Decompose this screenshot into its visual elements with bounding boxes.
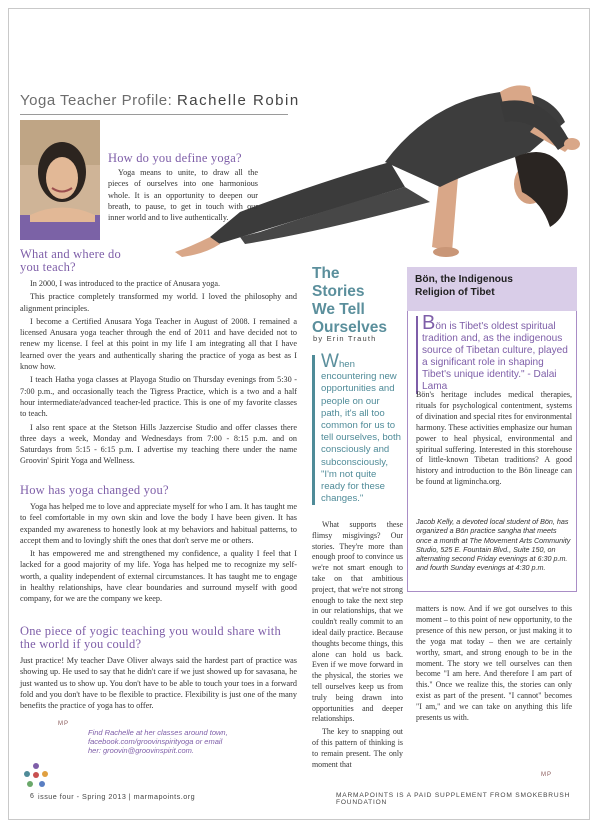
stories-paragraph: matters is now. And if we got ourselves to this moment – to this point of new opportunity, to the presence of this new person, or just making it to the yoga mat today – then we are certainly worthy, smart, and strong enough to be in the moment. The story we tell ourselves can then become "I am here. And therefore I am part of this." Once we realize this, the stories can only exist as part of the present. "I cannot" becomes "I am," and we can take on anything this life presents us with. <box>416 604 572 723</box>
stories-paragraph: The key to snapping out of this pattern of thinking is to remain present. The only moment that <box>312 727 403 769</box>
teacher-name: Rachelle Robin <box>176 92 300 109</box>
stories-column-2 <box>416 604 572 726</box>
changed-paragraph: Yoga has helped me to love and appreciate myself for who I am. It has taught me to feel comfortable in my own skin and love the body I have been given. It has expanded my awareness to honestly look at my behaviors and habitual patterns, to accept them and to lovingly shift the ones that don't serve me or others. <box>20 502 297 545</box>
stories-title-line: The <box>312 265 340 282</box>
bon-sangha-note: Jacob Kelly, a devoted local student of Bön, has organized a Bön practice sangha that meets once a month at The Movement Arts Community Studio, 525 E. Fountain Blvd., Suite 150, on alternating second Friday evenings at 6:30 p.m. and fourth Sunday evenings at 4:30 p.m. <box>416 517 571 573</box>
stories-title-line: Ourselves <box>312 319 387 336</box>
teaching-text <box>20 655 297 711</box>
find-line-1: Find Rachelle at her classes around town, <box>88 728 228 737</box>
title-rule <box>20 114 288 115</box>
define-yoga-paragraph: Yoga means to unite, to draw all the pieces of ourselves into one harmonious whole. It is an opportunity to deepen our breath, to pause, to get in touch with our inner world and to live authentically. <box>108 168 258 223</box>
what-where-paragraph: This practice completely transformed my world. I loved the philosophy and alignment principles. <box>20 292 297 313</box>
what-where-paragraph: I become a Certified Anusara Yoga Teacher in August of 2008. I remained a licensed Anusara yoga teacher through the end of 2011 and have decided not to renew my license. I feel at this point in my life I am integrating all that I have learned over the years and authentically sharing the practice of yoga as best as I know how. <box>20 316 297 372</box>
what-where-section <box>20 248 297 469</box>
define-yoga-section <box>108 152 288 225</box>
stories-title-line: Stories <box>312 283 365 300</box>
teacher-portrait <box>20 120 100 240</box>
changed-section <box>20 484 297 607</box>
footer-issue: issue four - Spring 2013 | marmapoints.org <box>38 792 196 801</box>
stories-paragraph: What supports these flimsy misgivings? Our stories. They're more than enough proof to convince us we're not smart enough to take on that ambitious project, that we're not strong enough to take the next step in our relationships, that we couldn't really commit to an ideal daily practice. Because thoughts become things, this alone can hold us back. Even if we move forward in the physical, the stories we tell ourselves keep us from truly being drawn into opportunities and deeper relationships. <box>312 520 403 724</box>
bon-heading <box>407 267 577 311</box>
stories-column-1 <box>312 520 403 772</box>
find-line-3[interactable]: her: groovin@groovinspirit.com. <box>88 746 194 756</box>
bon-heading-line: Religion of Tibet <box>415 287 495 298</box>
teaching-paragraph: Just practice! My teacher Dave Oliver always said the hardest part of practice was showing up. He used to say that he didn't care if we just showed up for savasana, he just wanted us to show up. You don't have to be able to touch your toes in a forward fold and you don't have to be flexible to practice. Flexibility is just one of the many benefits the practice of yoga has to offer. <box>20 656 297 711</box>
bon-quote-text: ön is Tibet's oldest spiritual tradition and, as the indigenous source of Tibetan culture, played a significant role in shaping Tibet's unique identity." - Dalai Lama <box>422 321 568 393</box>
profile-title <box>20 92 300 109</box>
pull-quote-text: hen encountering new opportunities and people on our path, it's all too common for us to tell ourselves, both consciously and subconsciously, "I'm not quite ready for these changes." <box>321 359 401 505</box>
mp-mark: MP <box>58 721 69 727</box>
mp-mark: MP <box>541 772 552 778</box>
changed-paragraph: It has empowered me and strengthened my confidence, a quality I feel that I lacked for a good majority of my life. Yoga has helped me to recognize my self-worth, a quality independent of external circumstances. It has taught me to engage in healthy relationships, have clear boundaries and surround myself with good company, for we are the company we keep. <box>20 549 297 604</box>
bon-body-text: Bön's heritage includes medical therapies, rituals for psychological contentment, systems of divination and special rites for environmental harmony. These activities emphasize our human power to heal physical, environmental and spiritual suffering. Interested in this storehouse of little-known Tibetan traditions? A good history and introduction to the Bön lineage can be found at ligmincha.org. <box>416 390 572 487</box>
pull-quote-drop-cap: W <box>321 351 339 372</box>
profile-label: Yoga Teacher Profile: <box>20 92 173 109</box>
what-where-paragraph: I teach Hatha yoga classes at Playoga Studio on Thursday evenings from 5:30 - 7:00 p.m., and occasionally teach the Tigress Practice, which is a two and a half hour intermediate/advanced teacher-led practice. This is one of my favorite classes to teach. <box>20 375 297 419</box>
what-where-heading: What and where do you teach? <box>20 247 121 274</box>
changed-heading: How has yoga changed you? <box>20 483 169 497</box>
what-where-paragraph: I also rent space at the Stetson Hills Jazzercise Studio and offer classes there three days a week, Monday and Wednesdays from 7:00 - 8:15 p.m. and on Saturdays from 5:15 - 6:15 p.m. I advertise my teaching there under the name Groovin' Spirit Yoga and Wellness. <box>20 422 297 466</box>
footer-supplement-note: MARMAPOINTS IS A PAID SUPPLEMENT FROM SMOKEBRUSH FOUNDATION <box>336 792 571 806</box>
stories-pull-quote <box>312 351 403 505</box>
what-where-text <box>20 278 297 467</box>
bon-heading-line: Bön, the Indigenous <box>415 274 513 285</box>
find-line-2[interactable]: facebook.com/groovinspirityoga or email <box>88 737 223 747</box>
stories-title <box>312 265 387 337</box>
what-where-paragraph: In 2000, I was introduced to the practice of Anusara yoga. <box>30 279 221 288</box>
find-rachelle-note <box>88 728 298 756</box>
page-number: 6 <box>30 793 34 800</box>
changed-text <box>20 501 297 605</box>
teaching-heading: One piece of yogic teaching you would share with the world if you could? <box>20 624 281 651</box>
marmapoints-logo-icon <box>22 760 50 790</box>
define-yoga-heading: How do you define yoga? <box>108 151 242 165</box>
teaching-section <box>20 625 297 713</box>
stories-title-line: We Tell <box>312 301 365 318</box>
bon-quote <box>416 312 572 394</box>
stories-byline: by Erin Trauth <box>313 334 377 343</box>
define-yoga-text <box>108 167 258 223</box>
bon-quote-drop-cap: B <box>422 312 436 334</box>
